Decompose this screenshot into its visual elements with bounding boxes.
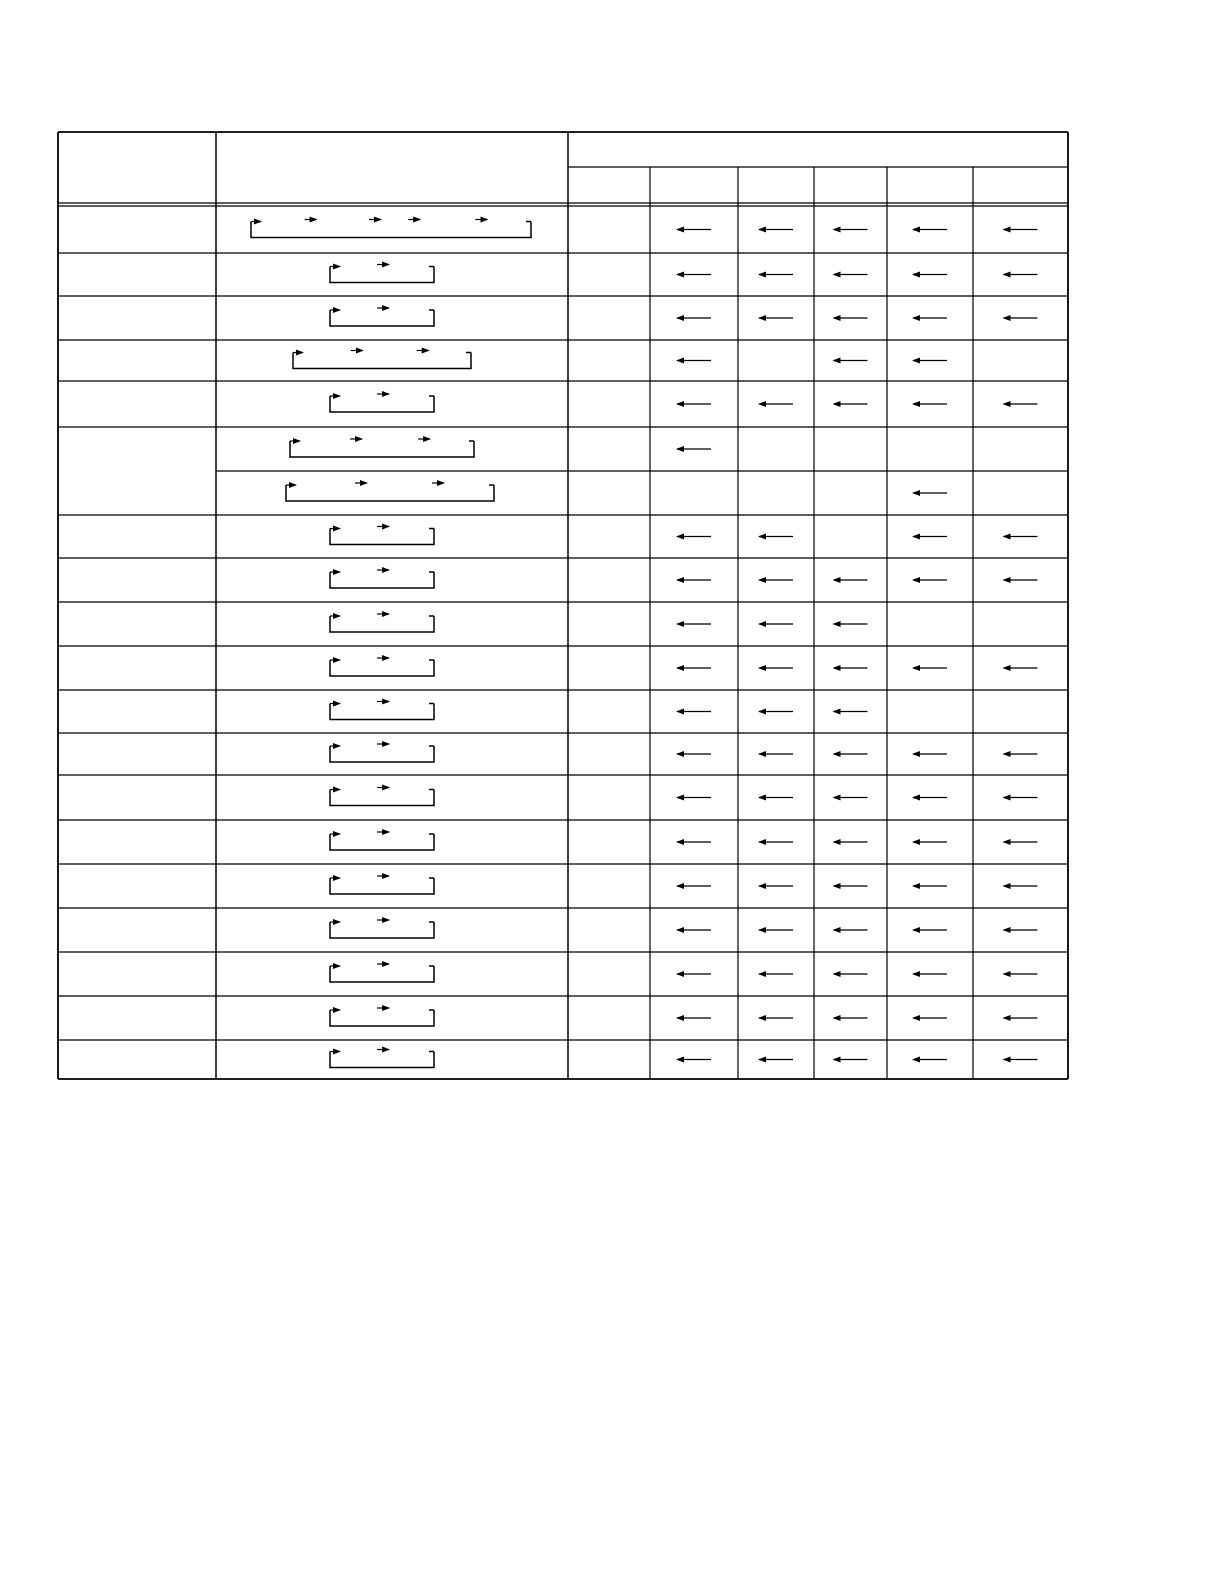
- cycle-diagram: [330, 876, 434, 894]
- cycle-diagram: [330, 308, 434, 326]
- cycle-diagram: [330, 744, 434, 762]
- cycle-diagram: [330, 614, 434, 632]
- cycle-diagram: [330, 832, 434, 850]
- cycle-diagram: [330, 527, 434, 545]
- cycle-diagram: [330, 920, 434, 938]
- cycle-diagram: [286, 483, 494, 501]
- cycle-diagram: [330, 1050, 434, 1068]
- cycle-diagram: [293, 351, 471, 369]
- cycle-diagram: [290, 439, 474, 457]
- cycle-diagram: [251, 220, 531, 238]
- cycle-diagram: [330, 702, 434, 720]
- cycle-diagram: [330, 265, 434, 283]
- cycle-diagram: [330, 964, 434, 982]
- cycle-diagram: [330, 1008, 434, 1026]
- cycle-diagram: [330, 658, 434, 676]
- cycle-diagram: [330, 788, 434, 806]
- cycle-diagram: [330, 394, 434, 412]
- cycle-diagram: [330, 570, 434, 588]
